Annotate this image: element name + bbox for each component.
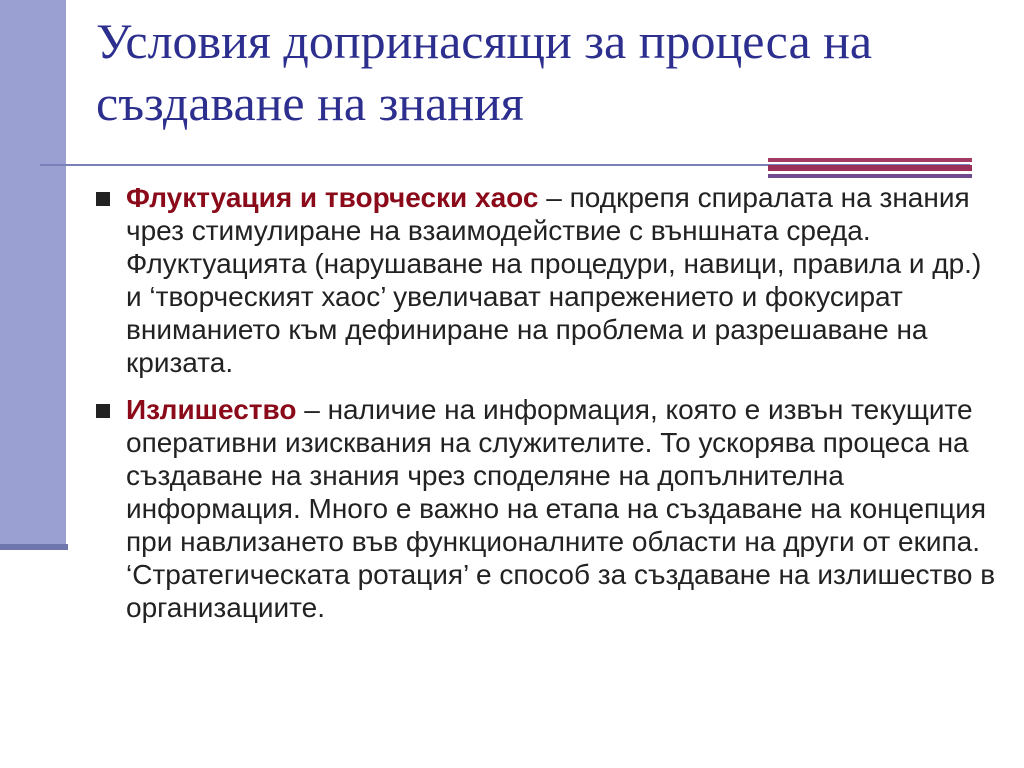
bullet-list xyxy=(92,181,1002,638)
bullet-item-fluctuation xyxy=(92,181,1002,379)
accent-bar-middle xyxy=(768,165,972,171)
bullet-text: – подкрепя спиралата на знания чрез стимулиране на взаимодействие с външната среда. Флуктуацията (нарушаване на процедури, навици, правила и др.) и ‘творческият хаос’ увеличават напрежението и фокусират вниманието към дефиниране на проблема и разрешаване на кризата. xyxy=(126,182,982,378)
accent-bars xyxy=(768,158,972,178)
bullet-term: Излишество xyxy=(126,394,297,425)
square-bullet-icon xyxy=(96,192,110,206)
accent-bar-top xyxy=(768,158,972,162)
bullet-term: Флуктуация и творчески хаос xyxy=(126,182,539,213)
slide-title: Условия допринасящи за процеса на създаване на знания xyxy=(96,13,873,131)
side-decoration-edge xyxy=(0,544,68,550)
square-bullet-icon xyxy=(96,404,110,418)
bullet-text: – наличие на информация, която е извън текущите оперативни изисквания на служителите. То ускорява процеса на създаване на знания чрез споделяне на допълнителна информация. Много е важно на етапа на създаване на концепция при навлизането във функционалните области на други от екипа. ‘Стратегическата ротация’ е способ за създаване на излишество в организациите. xyxy=(126,394,996,623)
accent-bar-bottom xyxy=(768,174,972,178)
bullet-item-redundancy xyxy=(92,393,1002,624)
side-decoration-bar xyxy=(0,0,66,544)
